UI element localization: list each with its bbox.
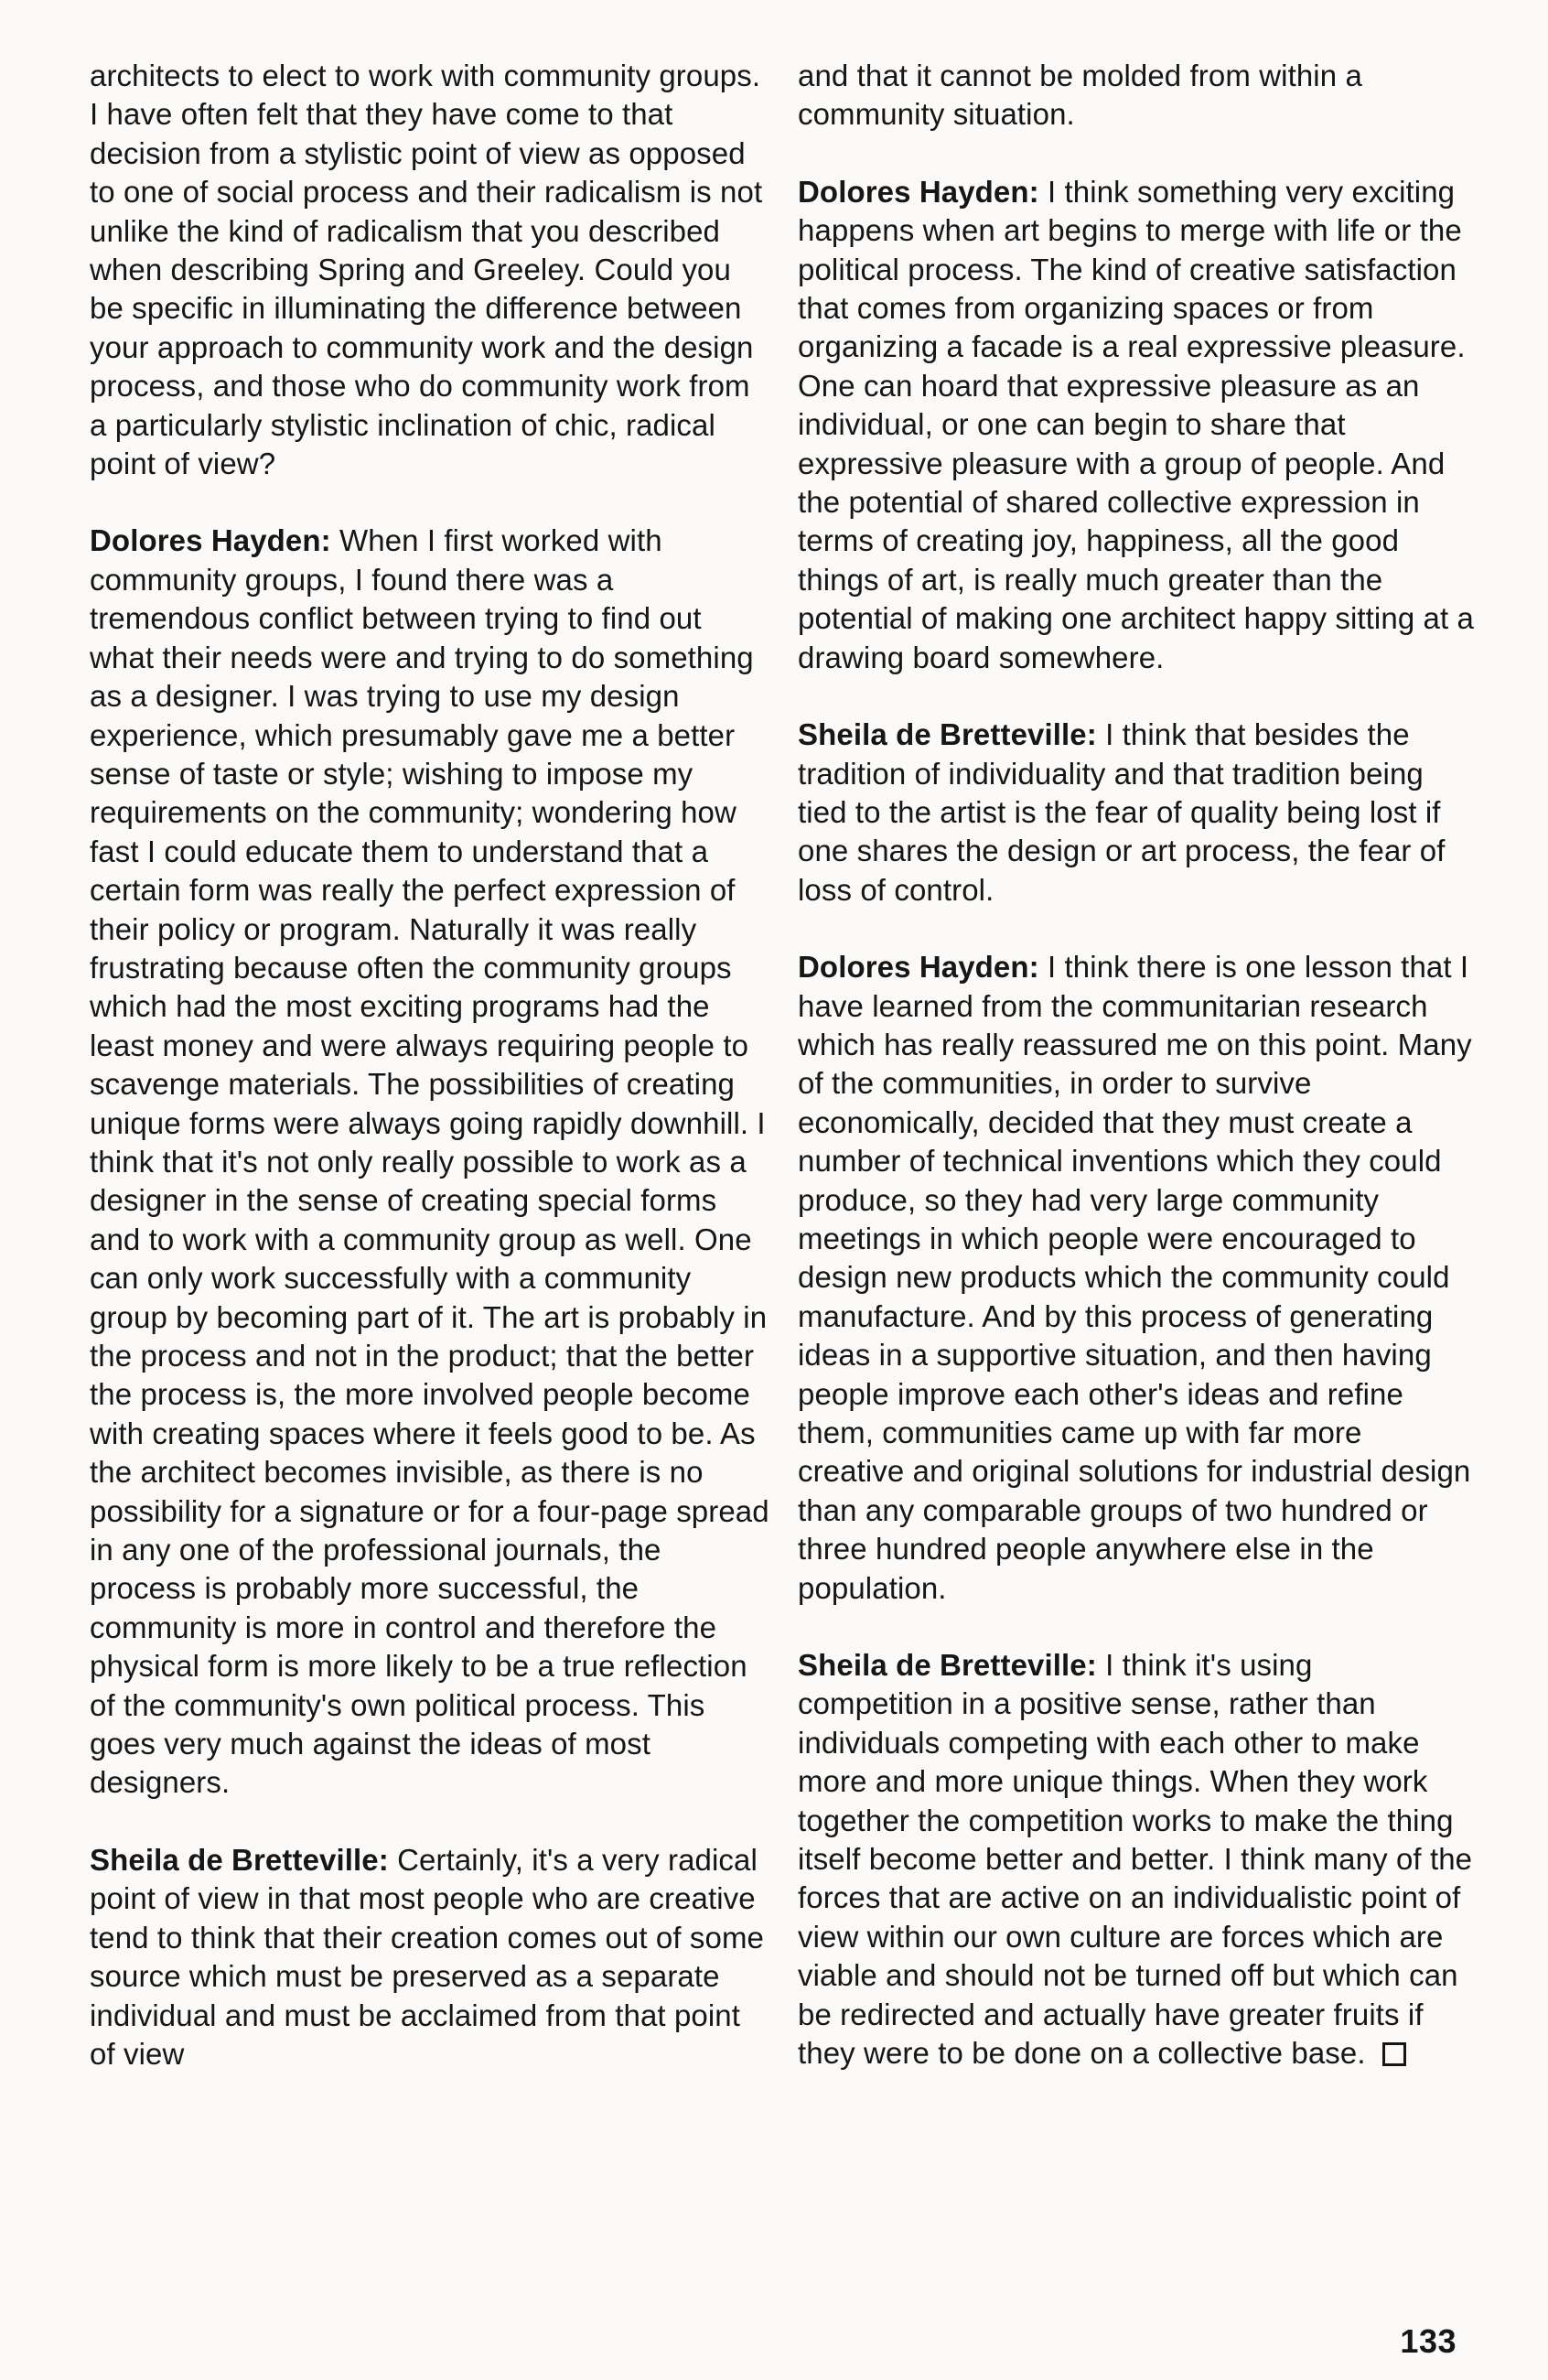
dialogue-text: When I first worked with community groups, I found there was a tremendous conflict between trying to find out what their needs were and trying to do something as a designer. I was trying to use my design experience, which presumably gave me a better sense of taste or style; wishing to impose my requirements on the community; wondering how fast I could educate them to understand that a certain form was really the perfect expression of their policy or program. Naturally it was really frustrating because often the community groups which had the most exciting programs had the least money and were always requiring people to scavenge materials. The possibilities of creating unique forms were always going rapidly downhill. I think that it's not only really possible to work as a designer in the sense of creating special forms and to work with a community group as well. One can only work successfully with a community group by becoming part of it. The art is probably in the process and not in the product; that the better the process is, the more involved people become with creating spaces where it feels good to be. As the architect becomes invisible, as there is no possibility for a signature or for a four-page spread in any one of the professional journals, the process is probably more successful, the community is more in control and therefore the physical form is more likely to be a true reflection of the community's own political process. This goes very much against the ideas of most designers. bbox=[90, 523, 769, 1800]
continuation-paragraph: and that it cannot be molded from within a community situation. bbox=[798, 59, 1362, 132]
page-number: 133 bbox=[1400, 2322, 1457, 2360]
dialogue-text: I think something very exciting happens when art begins to merge with life or the political process. The kind of creative satisfaction that comes from organizing spaces or from organizing a facade is a real expressive pleasure. One can hoard that expressive pleasure as an individual, or one can begin to share that expressive pleasure with a group of people. And the potential of shared collective expression in terms of creating joy, happiness, all the good things of art, is really much greater than the potential of making one architect happy sitting at a drawing board somewhere. bbox=[798, 174, 1474, 674]
speaker-name: Sheila de Bretteville: bbox=[798, 717, 1097, 752]
dialogue-text: I think there is one lesson that I have learned from the communitarian research which has really reassured me on this point. Many of the communities, in order to survive economically, decided that they must create a number of technical inventions which they could produce, so they had very large community meetings in which people were encouraged to design new products which the community could manufacture. And by this process of generating ideas in a supportive situation, and then having people improve each other's ideas and refine them, communities came up with far more creative and original solutions for industrial design than any comparable groups of two hundred or three hundred people anywhere else in the population. bbox=[798, 950, 1472, 1605]
speaker-name: Dolores Hayden: bbox=[798, 174, 1039, 209]
speaker-name: Dolores Hayden: bbox=[90, 523, 331, 558]
intro-paragraph: architects to elect to work with community groups. I have often felt that they have come to that decision from a stylistic point of view as opposed to one of social process and their radicalism is not unlike the kind of radicalism that you described when describing Spring and Greeley. Could you be specific in illuminating the difference between your approach to community work and the design process, and those who do community work from a particularly stylistic inclination of chic, radical point of view? bbox=[90, 59, 763, 481]
dialogue-text: I think it's using competition in a positive sense, rather than individuals competing with each other to make more and more unique things. When they work together the competition works to make the thing itself become better and better. I think many of the forces that are active on an individualistic point of view within our own culture are forces which are viable and should not be turned off but which can be redirected and actually have greater fruits if they were to be done on a collective base. bbox=[798, 1648, 1473, 2071]
dialogue-paragraph bbox=[798, 716, 1475, 910]
speaker-name: Sheila de Bretteville: bbox=[90, 1842, 389, 1877]
dialogue-text: Certainly, it's a very radical point of view in that most people who are creative tend to think that their creation comes out of some source which must be preserved as a separate individual and must be acclaimed from that point of view bbox=[90, 1842, 764, 2071]
dialogue-paragraph bbox=[798, 173, 1475, 677]
left-column bbox=[90, 57, 771, 2112]
right-column bbox=[798, 57, 1475, 2112]
speaker-name: Dolores Hayden: bbox=[798, 950, 1039, 985]
dialogue-paragraph bbox=[90, 522, 771, 1802]
end-of-article-icon bbox=[1382, 2042, 1406, 2066]
dialogue-paragraph bbox=[798, 948, 1475, 1608]
dialogue-paragraph bbox=[798, 1646, 1475, 2073]
speaker-name: Sheila de Bretteville: bbox=[798, 1648, 1097, 1683]
dialogue-text: I think that besides the tradition of individuality and that tradition being tied to the artist is the fear of quality being lost if one shares the design or art process, the fear of loss of control. bbox=[798, 717, 1446, 907]
dialogue-paragraph bbox=[90, 1841, 771, 2073]
